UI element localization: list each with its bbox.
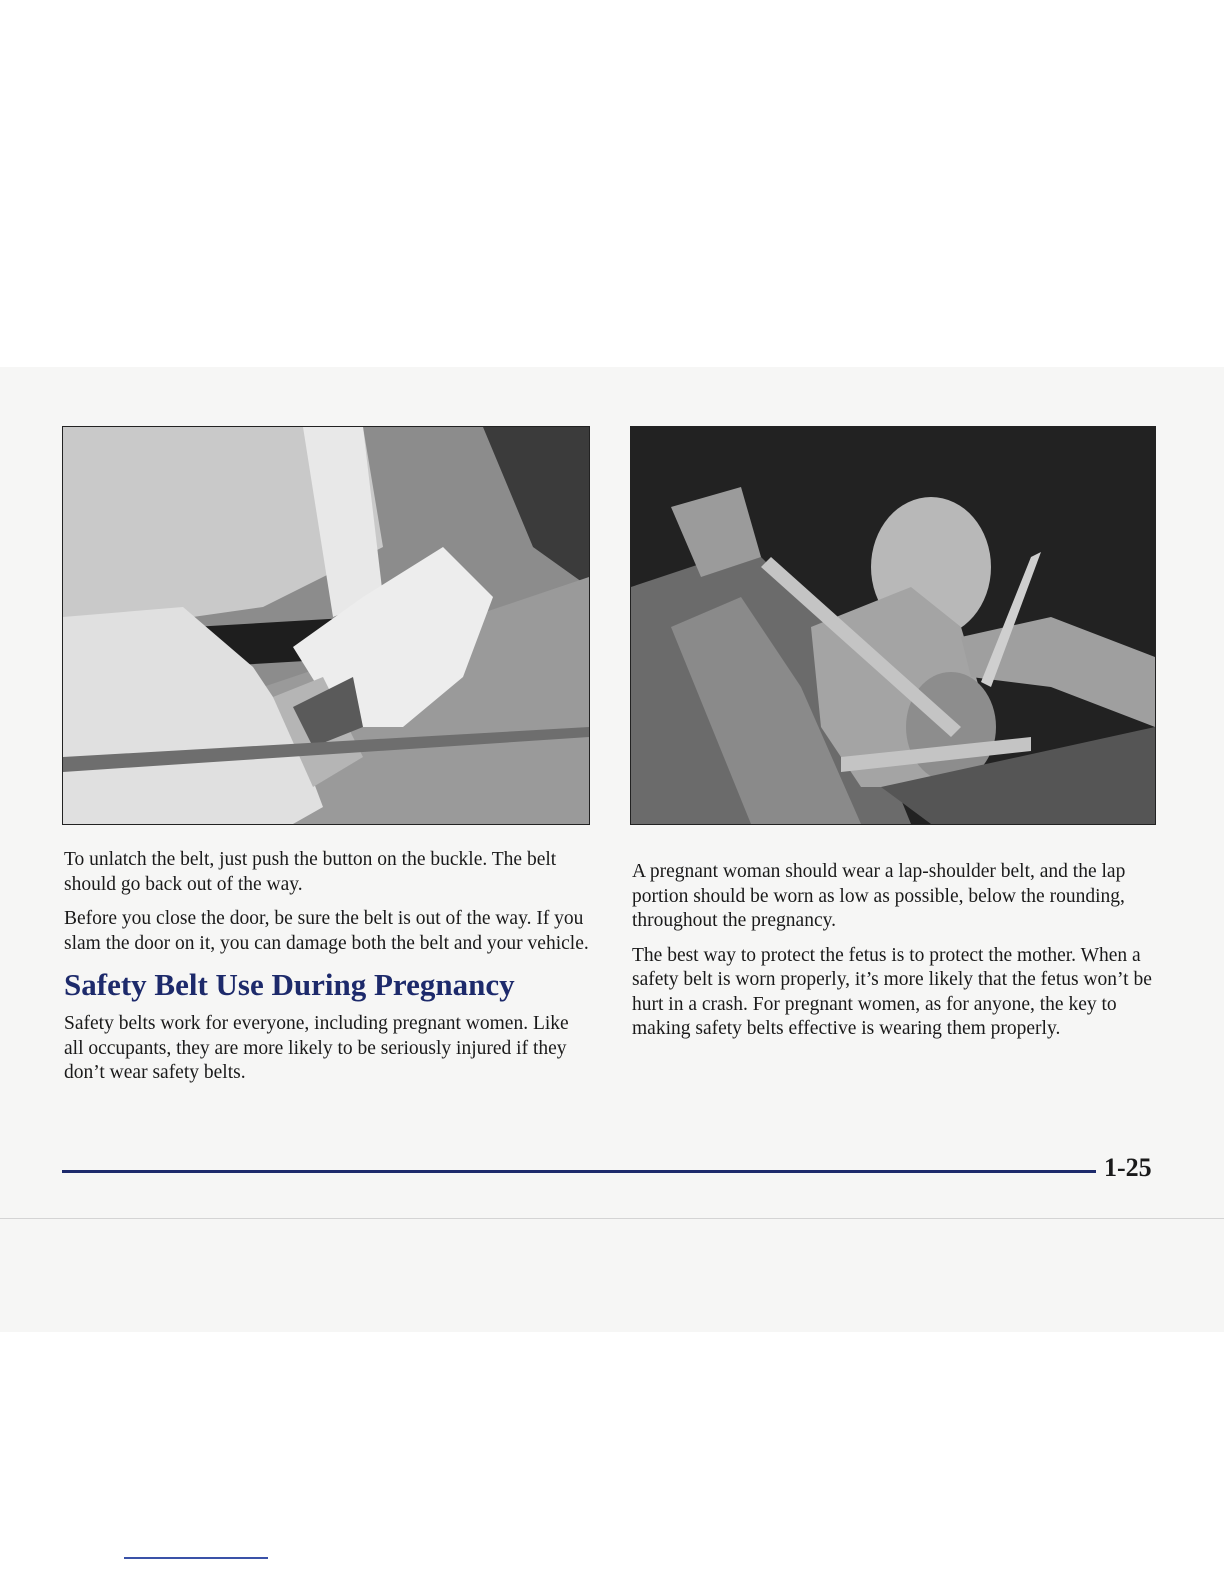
pregnant-occupant-illustration <box>630 426 1156 825</box>
bottom-edge-mark <box>124 1557 268 1559</box>
buckle-unlatch-icon <box>63 427 589 824</box>
unlatch-paragraph: To unlatch the belt, just push the button on the buckle. The belt should go back out of the way. <box>64 849 557 895</box>
footer-rule <box>62 1170 1096 1173</box>
pregnancy-intro-paragraph: Safety belts work for everyone, including pregnant women. Like all occupants, they are more likely to be seriously injured if they don’t wear safety belts. <box>64 1013 569 1083</box>
buckle-unlatch-illustration <box>62 426 590 825</box>
left-text-column <box>64 848 592 1096</box>
protect-fetus-paragraph: The best way to protect the fetus is to protect the mother. When a safety belt is worn properly, it’s more likely that the fetus won’t be hurt in a crash. For pregnant women, as for anyone, the key to making safety belts effective is wearing them properly. <box>632 944 1152 1039</box>
door-paragraph: Before you close the door, be sure the belt is out of the way. If you slam the door on it, you can damage both the belt and your vehicle. <box>64 908 589 954</box>
lap-belt-paragraph: A pregnant woman should wear a lap-shoulder belt, and the lap portion should be worn as low as possible, below the rounding, throughout the pregnancy. <box>632 861 1126 931</box>
pregnant-occupant-icon <box>631 427 1155 824</box>
right-text-column <box>632 860 1160 1052</box>
page-edge-line <box>0 1218 1224 1219</box>
section-heading: Safety Belt Use During Pregnancy <box>64 967 515 1002</box>
page-number: 1-25 <box>1104 1153 1152 1182</box>
